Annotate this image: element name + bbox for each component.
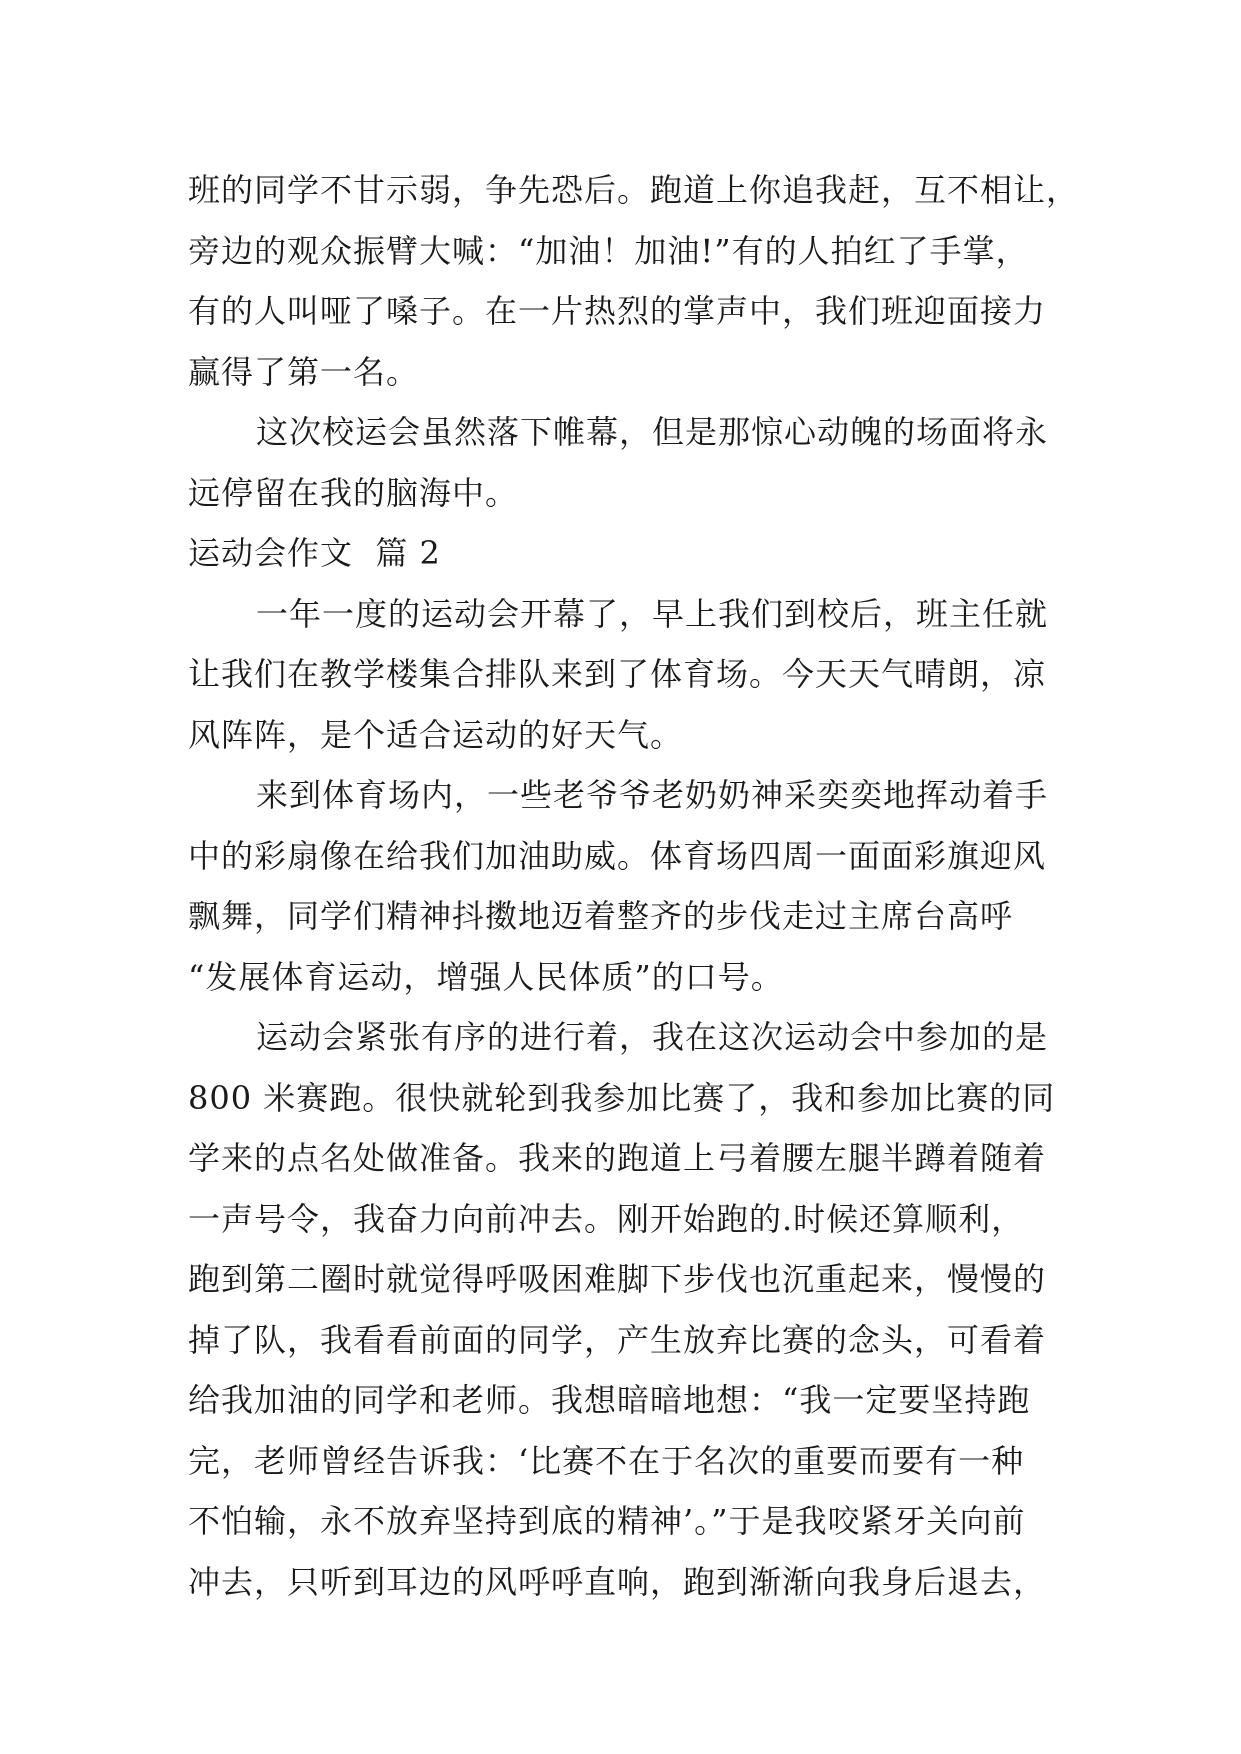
text-line: 800 米赛跑。很快就轮到我参加比赛了，我和参加比赛的同 [188,1078,1056,1117]
text-line: 让我们在教学楼集合排队来到了体育场。今天天气晴朗，凉 [188,655,1047,693]
paragraph-first-line: 运动会紧张有序的进行着，我在这次运动会中参加的是 [256,1018,1049,1056]
paragraph-first-line: 一年一度的运动会开幕了，早上我们到校后，班主任就 [256,594,1049,633]
paragraph-first-line: 来到体育场内，一些老爷爷老奶奶神采奕奕地挥动着手 [256,776,1049,814]
text-line: 不怕输，永不放弃坚持到底的精神’。”于是我咬紧牙关向前 [188,1502,1026,1540]
text-line: 中的彩扇像在给我们加油助威。体育场四周一面面彩旗迎风 [188,836,1047,875]
text-line: 跑到第二圈时就觉得呼吸困难脚下步伐也沉重起来，慢慢的 [188,1260,1047,1298]
section-heading: 运动会作文 篇 2 [188,534,441,572]
paragraph-first-line: 这次校运会虽然落下帷幕，但是那惊心动魄的场面将永 [256,413,1049,451]
text-line: 学来的点名处做准备。我来的跑道上弓着腰左腿半蹲着随着 [188,1139,1047,1177]
text-line: 远停留在我的脑海中。 [188,473,519,512]
text-line: 班的同学不甘示弱，争先恐后。跑道上你追我赶，互不相让， [188,171,1080,209]
text-line: 旁边的观众振臂大喊：“加油！加油!”有的人拍红了手掌， [188,231,1029,270]
document-body [188,160,1080,1612]
text-line: 掉了队，我看看前面的同学，产生放弃比赛的念头，可看着 [188,1320,1047,1359]
text-line: “发展体育运动，增强人民体质”的口号。 [188,957,784,996]
text-line: 给我加油的同学和老师。我想暗暗地想：“我一定要坚持跑 [188,1381,1031,1419]
text-line: 有的人叫哑了嗓子。在一片热烈的掌声中，我们班迎面接力 [188,292,1047,330]
text-line: 冲去，只听到耳边的风呼呼直响，跑到渐渐向我身后退去， [188,1562,1047,1601]
text-line: 完，老师曾经告诉我：‘比赛不在于名次的重要而要有一种 [188,1441,1025,1480]
text-line: 赢得了第一名。 [188,352,420,391]
text-line: 飘舞，同学们精神抖擞地迈着整齐的步伐走过主席台高呼 [188,897,1014,935]
text-line: 一声号令，我奋力向前冲去。刚开始跑的.时候还算顺利， [188,1199,1025,1238]
text-line: 风阵阵，是个适合运动的好天气。 [188,715,684,754]
